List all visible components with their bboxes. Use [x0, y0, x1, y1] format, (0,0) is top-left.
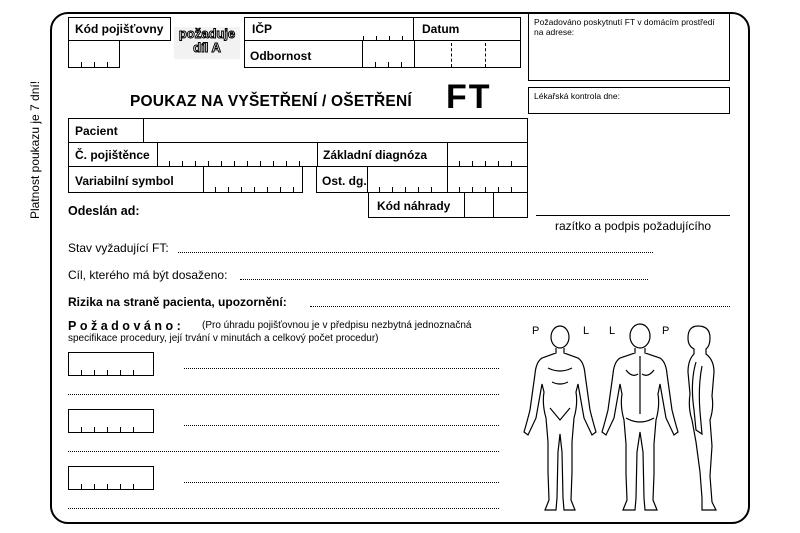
procedure-line-2[interactable]	[68, 394, 499, 395]
insured-number-row[interactable]	[68, 142, 528, 167]
other-diagnosis-row[interactable]	[316, 166, 528, 193]
variable-symbol-row[interactable]	[68, 166, 303, 193]
insurance-code-field[interactable]	[68, 40, 120, 68]
procedure-code-3[interactable]	[68, 466, 154, 490]
main-diagnosis-label: Základní diagnóza	[323, 148, 428, 162]
icp-label: IČP	[252, 22, 273, 36]
procedure-code-2[interactable]	[68, 409, 154, 433]
other-diagnosis-label: Ost. dg.	[322, 174, 367, 188]
goal-label: Cíl, kterého má být dosaženo:	[68, 268, 228, 282]
figure-label-p2: P	[662, 325, 670, 337]
procedure-line-3[interactable]	[184, 425, 499, 426]
home-therapy-label: Požadováno poskytnutí FT v domácím prostředí na adrese:	[534, 17, 715, 37]
medical-check-box[interactable]	[528, 87, 730, 114]
form-code-ft: FT	[446, 78, 492, 116]
procedure-line-6[interactable]	[68, 508, 499, 509]
body-back-figure[interactable]	[602, 324, 678, 510]
variable-symbol-label: Variabilní symbol	[75, 174, 174, 188]
medical-check-label: Lékařská kontrola dne:	[534, 91, 620, 101]
risks-field[interactable]	[310, 306, 730, 307]
requested-note-line1: (Pro úhradu pojišťovnou je v předpisu nezbytná jednoznačná	[202, 320, 472, 331]
form-title: POUKAZ NA VYŠETŘENÍ / OŠETŘENÍ	[130, 93, 412, 110]
procedure-line-1[interactable]	[184, 368, 499, 369]
signature-line	[536, 215, 730, 216]
signature-caption: razítko a podpis požadujícího	[555, 219, 712, 233]
condition-field[interactable]	[178, 252, 653, 253]
odbornost-box[interactable]	[244, 40, 521, 68]
figure-label-p1: P	[532, 325, 540, 337]
risks-label: Rizika na straně pacienta, upozornění:	[68, 295, 287, 309]
body-diagram[interactable]	[512, 322, 722, 518]
sent-to-label: Odeslán ad:	[68, 204, 140, 218]
procedure-line-4[interactable]	[68, 451, 499, 452]
compensation-code-row[interactable]	[368, 192, 528, 218]
insured-number-label: Č. pojištěnce	[75, 148, 150, 162]
patient-row[interactable]	[68, 118, 528, 143]
requested-note-line2: specifikace procedury, její trvání v minutách a celkový počet procedur)	[68, 333, 379, 344]
home-therapy-address-box[interactable]	[528, 13, 730, 81]
figure-label-l1: L	[583, 325, 590, 337]
compensation-code-label: Kód náhrady	[377, 199, 451, 213]
datum-box[interactable]	[413, 17, 521, 41]
condition-label: Stav vyžadující FT:	[68, 241, 169, 255]
insurance-code-label: Kód pojišťovny	[75, 22, 164, 36]
requested-heading: Požadováno:	[68, 319, 185, 333]
datum-label: Datum	[422, 22, 460, 36]
procedure-line-5[interactable]	[184, 482, 499, 483]
insurance-code-box[interactable]	[68, 17, 171, 41]
body-side-figure[interactable]	[688, 326, 716, 510]
goal-field[interactable]	[240, 279, 648, 280]
body-front-figure[interactable]	[524, 326, 596, 510]
figure-label-l2: L	[609, 325, 616, 337]
requests-part-a-badge: požaduje díl A	[174, 27, 240, 59]
icp-box[interactable]	[244, 17, 414, 41]
procedure-code-1[interactable]	[68, 352, 154, 376]
patient-label: Pacient	[75, 124, 118, 138]
odbornost-label: Odbornost	[250, 49, 312, 63]
